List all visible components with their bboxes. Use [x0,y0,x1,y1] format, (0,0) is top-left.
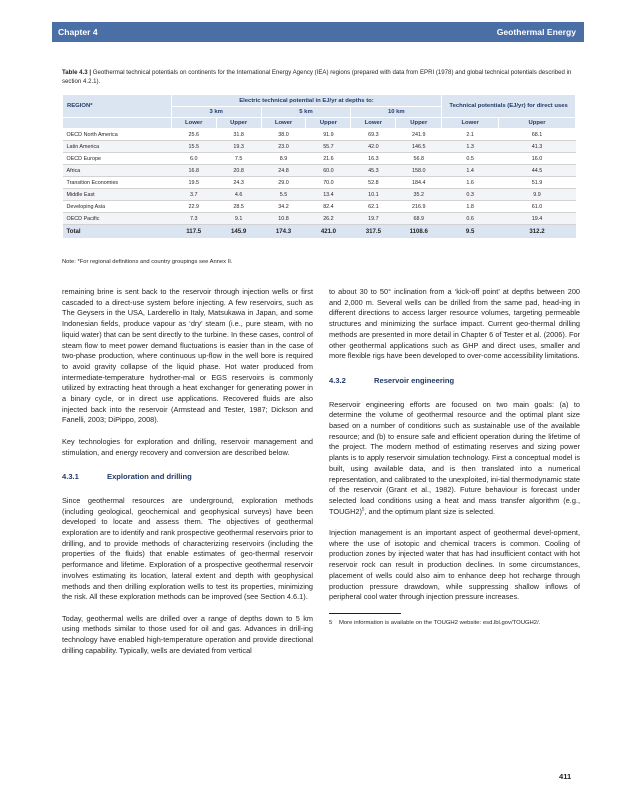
table-row [63,189,576,201]
value-cell: 2.1 [442,129,499,141]
value-cell: 6.0 [171,153,216,165]
value-cell: 70.0 [306,177,351,189]
table-row [63,129,576,141]
value-cell: 10.1 [351,189,396,201]
depth-header-10km: 10 km [351,107,442,118]
sub-header: Lower [351,118,396,129]
value-cell: 25.6 [171,129,216,141]
value-cell: 7.5 [216,153,261,165]
value-cell: 42.0 [351,141,396,153]
sub-header: Upper [396,118,442,129]
region-cell: Africa [63,165,172,177]
section-number: 4.3.2 [329,375,346,385]
value-cell: 22.9 [171,201,216,213]
value-cell: 52.8 [351,177,396,189]
value-cell: 35.2 [396,189,442,201]
value-cell: 24.8 [261,165,306,177]
total-cell: 145.9 [216,225,261,238]
table-row [63,213,576,225]
direct-header: Technical potentials (EJ/yr) for direct uses [442,95,576,118]
sub-header: Upper [306,118,351,129]
value-cell: 19.3 [216,141,261,153]
total-cell: 174.3 [261,225,306,238]
total-cell: 317.5 [351,225,396,238]
total-cell: 117.5 [171,225,216,238]
value-cell: 9.1 [216,213,261,225]
footnote-ref: 5 [361,506,365,512]
value-cell: 5.5 [261,189,306,201]
section-title: Exploration and drilling [107,472,192,482]
value-cell: 82.4 [306,201,351,213]
region-cell: Latin America [63,141,172,153]
value-cell: 91.9 [306,129,351,141]
region-cell: Developing Asia [63,201,172,213]
body-paragraph: Injection management is an important aspect of geothermal devel-opment, where the use of isotopic and chemical tracers is common. Cooling of production zones by injected water that has had insufficient contact with hot reservoir rock can result in production declines. In some circumstances, placement of wells could also aim to enhance deep hot recharge through production pressure drawdown, while suppressing shallow inflows of peripheral cool water through injection pressure increases. [329,528,580,602]
table-caption [62,68,576,86]
left-column [62,287,313,656]
value-cell: 146.5 [396,141,442,153]
value-cell: 60.0 [306,165,351,177]
value-cell: 10.8 [261,213,306,225]
sub-header: Lower [171,118,216,129]
value-cell: 61.0 [499,201,576,213]
total-cell: 312.2 [499,225,576,238]
region-cell: OECD Europe [63,153,172,165]
value-cell: 51.9 [499,177,576,189]
value-cell: 55.7 [306,141,351,153]
sub-header: Upper [216,118,261,129]
total-label: Total [63,225,172,238]
value-cell: 23.0 [261,141,306,153]
section-title: Reservoir engineering [374,375,455,385]
table-row [63,177,576,189]
value-cell: 68.1 [499,129,576,141]
value-cell: 28.5 [216,201,261,213]
value-cell: 1.6 [442,177,499,189]
body-paragraph: Key technologies for exploration and drilling, reservoir management and stimulation, and energy recovery and conversion are described below. [62,436,313,457]
value-cell: 241.9 [396,129,442,141]
value-cell: 19.7 [351,213,396,225]
value-cell: 21.6 [306,153,351,165]
value-cell: 24.3 [216,177,261,189]
total-cell: 1108.6 [396,225,442,238]
potentials-table [62,94,576,238]
table-row [63,153,576,165]
table-caption-text: Geothermal technical potentials on continents for the International Energy Agency (IEA) regions (prepared with data from EPRI (1978) and global technical potentials described in section 4.2.1). [62,69,572,85]
value-cell: 19.4 [499,213,576,225]
region-cell: Transition Economies [63,177,172,189]
value-cell: 26.2 [306,213,351,225]
sub-header: Lower [442,118,499,129]
region-cell: Middle East [63,189,172,201]
value-cell: 38.0 [261,129,306,141]
value-cell: 16.0 [499,153,576,165]
value-cell: 62.1 [351,201,396,213]
value-cell: 8.9 [261,153,306,165]
body-text: Reservoir engineering efforts are focused on two main goals: (a) to determine the volume of geothermal resource and the optimal plant size based on a number of conditions such as sustainable use of the available resource; and (b) to ensure safe and efficient operation during the lifetime of the project. The modern method of estimating reserves and sizing power plants is to apply reservoir simulation technology. First a conceptual model is built, using available data, and is then translated into a numerical representation, and calibrated to the unexploited, ini-tial thermodynamic state of the reservoir (Grant et al., 1982). Future behaviour is forecast under selected load conditions using a heat and mass transfer algorithm (e.g., TOUGH2) [329,399,580,516]
value-cell: 41.3 [499,141,576,153]
chapter-label: Chapter 4 [58,27,98,37]
right-column [329,287,580,627]
value-cell: 20.8 [216,165,261,177]
table-row [63,201,576,213]
value-cell: 0.3 [442,189,499,201]
depth-header-5km: 5 km [261,107,351,118]
value-cell: 16.8 [171,165,216,177]
body-paragraph [329,400,580,518]
value-cell: 1.3 [442,141,499,153]
body-paragraph: to about 30 to 50° inclination from a ‘kick-off point’ at depths between 200 and 2,000 m. Several wells can be drilled from the same pad, head-ing in different directions to access larger resource volumes, targeting permeable structures and minimizing the surface impact. Current geo-thermal drilling methods are presented in more detail in Chapter 6 of Tester et al. (2006). For other geothermal applications such as GHP and direct uses, smaller and more flexible rigs have been developed to over-come accessibility limitations. [329,287,580,361]
value-cell: 44.5 [499,165,576,177]
value-cell: 184.4 [396,177,442,189]
table-row [63,165,576,177]
value-cell: 15.5 [171,141,216,153]
body-paragraph: Since geothermal resources are underground, exploration methods (including geological, geochemical and geophysical surveys) have been developed to locate and assess them. The objectives of geothermal exploration are to identify and rank prospective geothermal reservoirs prior to drilling, and to provide methods of characterizing reservoirs (including the properties of the fluids) that enable estimates of geo-thermal reservoir performance and lifetime. Exploration of a prospective geothermal reservoir involves estimating its location, lateral extent and depth with geophysical methods and then drilling exploration wells to test its properties, minimizing the risk. All these exploration methods can be improved (see Section 4.6.1). [62,495,313,602]
depth-header-3km: 3 km [171,107,261,118]
region-cell: OECD Pacific [63,213,172,225]
value-cell: 0.6 [442,213,499,225]
value-cell: 56.8 [396,153,442,165]
value-cell: 69.3 [351,129,396,141]
total-cell: 9.5 [442,225,499,238]
section-number: 4.3.1 [62,472,79,482]
table-caption-label: Table 4.3 | [62,69,92,76]
sub-header-spacer [63,118,172,129]
value-cell: 3.7 [171,189,216,201]
section-heading-4-3-1 [62,472,313,483]
value-cell: 31.8 [216,129,261,141]
value-cell: 16.3 [351,153,396,165]
sub-header: Lower [261,118,306,129]
chapter-header-bar [52,22,584,42]
value-cell: 1.8 [442,201,499,213]
section-heading-4-3-2 [329,376,580,387]
value-cell: 34.2 [261,201,306,213]
footnote-number: 5 [329,619,333,626]
footnote-divider [329,613,401,614]
body-paragraph: Today, geothermal wells are drilled over a range of depths down to 5 km using methods similar to those used for oil and gas. Advances in drill-ing technology have enabled high-temperature operation and provide directional drilling capability. Typically, wells are deviated from vertical [62,613,313,655]
value-cell: 216.9 [396,201,442,213]
region-cell: OECD North America [63,129,172,141]
value-cell: 45.3 [351,165,396,177]
value-cell: 68.9 [396,213,442,225]
total-cell: 421.0 [306,225,351,238]
total-row [63,225,576,238]
table-row [63,141,576,153]
chapter-title: Geothermal Energy [496,27,576,37]
value-cell: 13.4 [306,189,351,201]
value-cell: 29.0 [261,177,306,189]
value-cell: 19.5 [171,177,216,189]
footnote-text: More information is available on the TOUGH2 website: esd.lbl.gov/TOUGH2/. [339,619,541,626]
body-text: , and the optimum plant size is selected. [364,506,496,516]
region-header: REGION* [63,95,172,118]
value-cell: 4.6 [216,189,261,201]
sub-header: Upper [499,118,576,129]
page-number: 411 [559,772,572,781]
value-cell: 9.9 [499,189,576,201]
body-paragraph: remaining brine is sent back to the reservoir through injection wells or first cascaded to a direct-use system before injecting. A few reservoirs, such as The Geysers in the USA, Larderello in Italy, Matsukawa in Japan, and some Indonesian fields, produce vapour as ‘dry’ steam (i.e., pure steam, with no liquid water) that can be sent directly to the turbine. In these cases, control of steam flow to meet power demand fluctuations is easier than in the case of two-phase production, where continuous up-flow in the well bore is required to avoid gravity collapse of the liquid phase. Hot water produced from intermediate-temperature hydrother-mal or EGS reservoirs is commonly utilized by extracting heat through a heat exchanger for generating power in a binary cycle, or in direct use applications. Recovered fluids are also injected back into the reservoir (Armstead and Tester, 1987; Dickson and Fanelli, 2003; DiPippo, 2008). [62,287,313,425]
value-cell: 1.4 [442,165,499,177]
footnote [329,619,580,627]
value-cell: 158.0 [396,165,442,177]
electric-header: Electric technical potential in EJ/yr at depths to: [171,95,441,107]
value-cell: 7.3 [171,213,216,225]
value-cell: 0.5 [442,153,499,165]
table-note: Note: *For regional definitions and country groupings see Annex II. [62,259,233,265]
